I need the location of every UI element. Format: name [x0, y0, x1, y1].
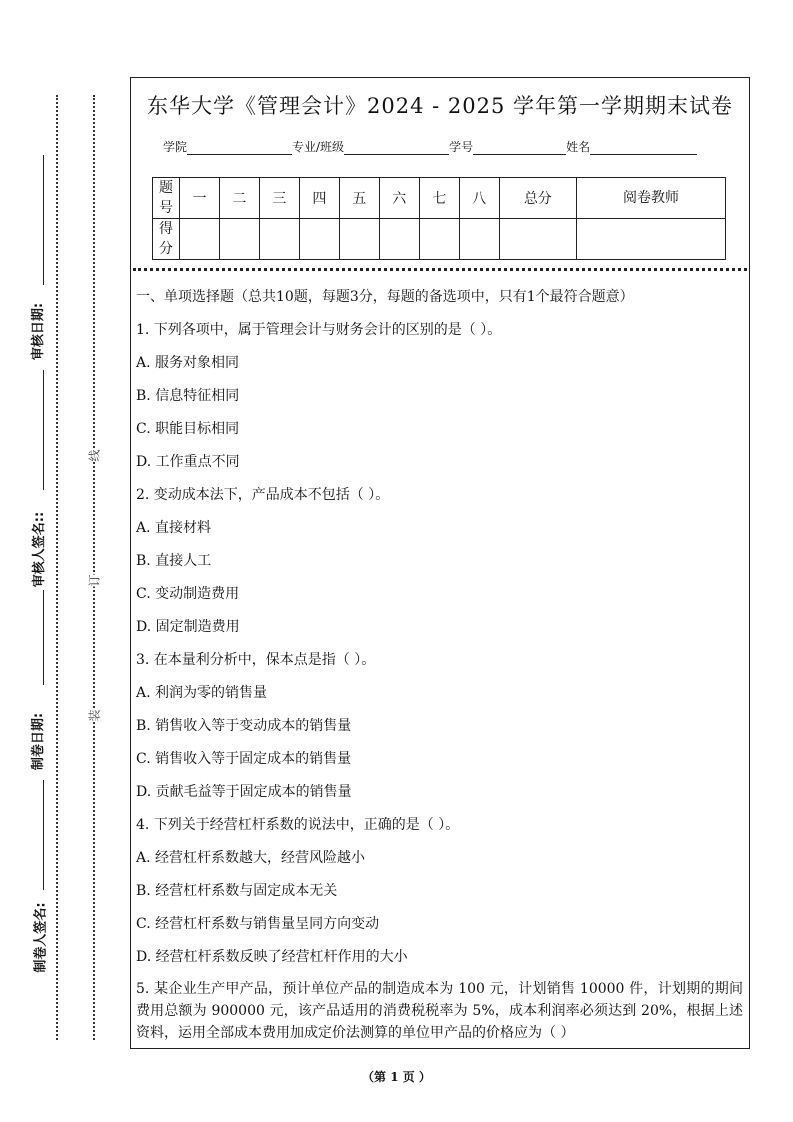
score-cell[interactable]: [577, 219, 726, 260]
score-cell[interactable]: [459, 219, 499, 260]
signature-line: [43, 780, 44, 890]
question-stem: 1. 下列各项中，属于管理会计与财务会计的区别的是（ ）。: [136, 322, 502, 338]
binding-char: 线: [87, 449, 102, 462]
score-table: [152, 177, 726, 260]
cut-dotted-line: [93, 95, 95, 1040]
answer-option[interactable]: A. 利润为零的销售量: [136, 685, 268, 701]
column-header: 一: [180, 178, 220, 219]
column-header: 二: [219, 178, 259, 219]
student-id-label: 学号: [449, 140, 474, 154]
answer-option[interactable]: D. 工作重点不同: [136, 454, 240, 470]
exam-frame: [130, 77, 750, 1049]
answer-option[interactable]: B. 销售收入等于变动成本的销售量: [136, 718, 352, 734]
column-header: 七: [419, 178, 459, 219]
answer-option[interactable]: C. 职能目标相同: [136, 421, 240, 437]
major-class-field[interactable]: [344, 142, 449, 155]
question-list: [131, 314, 749, 974]
college-label: 学院: [163, 140, 188, 154]
score-cell[interactable]: [499, 219, 576, 260]
score-cell[interactable]: [299, 219, 339, 260]
table-row: [153, 178, 726, 219]
question-stem: 2. 变动成本法下，产品成本不包括（ ）。: [136, 487, 390, 503]
signature-line: [43, 155, 44, 285]
answer-option[interactable]: C. 销售收入等于固定成本的销售量: [136, 751, 352, 767]
answer-option[interactable]: A. 经营杠杆系数越大，经营风险越小: [136, 850, 366, 866]
answer-option[interactable]: C. 经营杠杆系数与销售量呈同方向变动: [136, 916, 380, 932]
binding-char: 装: [87, 709, 102, 722]
column-header: 阅卷教师: [577, 178, 726, 219]
column-header: 三: [259, 178, 299, 219]
signature-line: [43, 370, 44, 490]
score-cell[interactable]: [419, 219, 459, 260]
score-cell[interactable]: [180, 219, 220, 260]
reviewer-signature-label: 审核人签名::: [32, 511, 48, 588]
column-header: 四: [299, 178, 339, 219]
column-header: 总分: [499, 178, 576, 219]
question-number-label: 题号: [153, 178, 180, 219]
name-field[interactable]: [590, 142, 697, 155]
college-field[interactable]: [187, 142, 292, 155]
page-number: （第 1 页 ）: [362, 1070, 431, 1084]
review-date-label: 审核日期:: [31, 302, 47, 361]
score-cell[interactable]: [379, 219, 419, 260]
question-stem: 3. 在本量利分析中，保本点是指（ ）。: [136, 652, 376, 668]
answer-option[interactable]: D. 贡献毛益等于固定成本的销售量: [136, 784, 352, 800]
answer-option[interactable]: C. 变动制造费用: [136, 586, 240, 602]
question-5: 5. 某企业生产甲产品，预计单位产品的制造成本为 100 元，计划销售 10000 件，计划期的期间费用总额为 900000 元，该产品适用的消费税税率为 5%，成本利润率必须达到 20%，根据上述资料，运用全部成本费用加成定价法测算的单位甲产品的价格应为（ ）: [136, 981, 743, 1041]
binding-char: 订: [87, 574, 102, 587]
major-class-label: 专业/班级: [292, 140, 345, 154]
binding-dotted-line: [56, 95, 58, 1040]
name-label: 姓名: [566, 140, 591, 154]
column-header: 六: [379, 178, 419, 219]
answer-option[interactable]: D. 固定制造费用: [136, 619, 240, 635]
answer-option[interactable]: A. 直接材料: [136, 520, 212, 536]
signature-line: [43, 590, 44, 685]
paper-date-label: 制卷日期:: [31, 712, 47, 771]
answer-option[interactable]: A. 服务对象相同: [136, 355, 240, 371]
answer-option[interactable]: B. 经营杠杆系数与固定成本无关: [136, 883, 338, 899]
paper-maker-signature-label: 制卷人签名:: [33, 902, 49, 973]
section-heading: 一、单项选择题（总共10题，每题3分，每题的备选项中，只有1个最符合题意）: [136, 289, 634, 305]
column-header: 八: [459, 178, 499, 219]
column-header: 五: [339, 178, 379, 219]
answer-option[interactable]: D. 经营杠杆系数反映了经营杠杆作用的大小: [136, 949, 408, 965]
dotted-separator: [133, 268, 747, 271]
score-label: 得分: [153, 219, 180, 260]
score-cell[interactable]: [259, 219, 299, 260]
score-cell[interactable]: [219, 219, 259, 260]
answer-option[interactable]: B. 直接人工: [136, 553, 212, 569]
student-id-field[interactable]: [473, 142, 566, 155]
score-cell[interactable]: [339, 219, 379, 260]
student-info: [163, 138, 749, 155]
answer-option[interactable]: B. 信息特征相同: [136, 388, 240, 404]
page-title: 东华大学《管理会计》2024 - 2025 学年第一学期期末试卷: [146, 94, 733, 118]
question-stem: 4. 下列关于经营杠杆系数的说法中，正确的是（ ）。: [136, 817, 460, 833]
table-row: [153, 219, 726, 260]
